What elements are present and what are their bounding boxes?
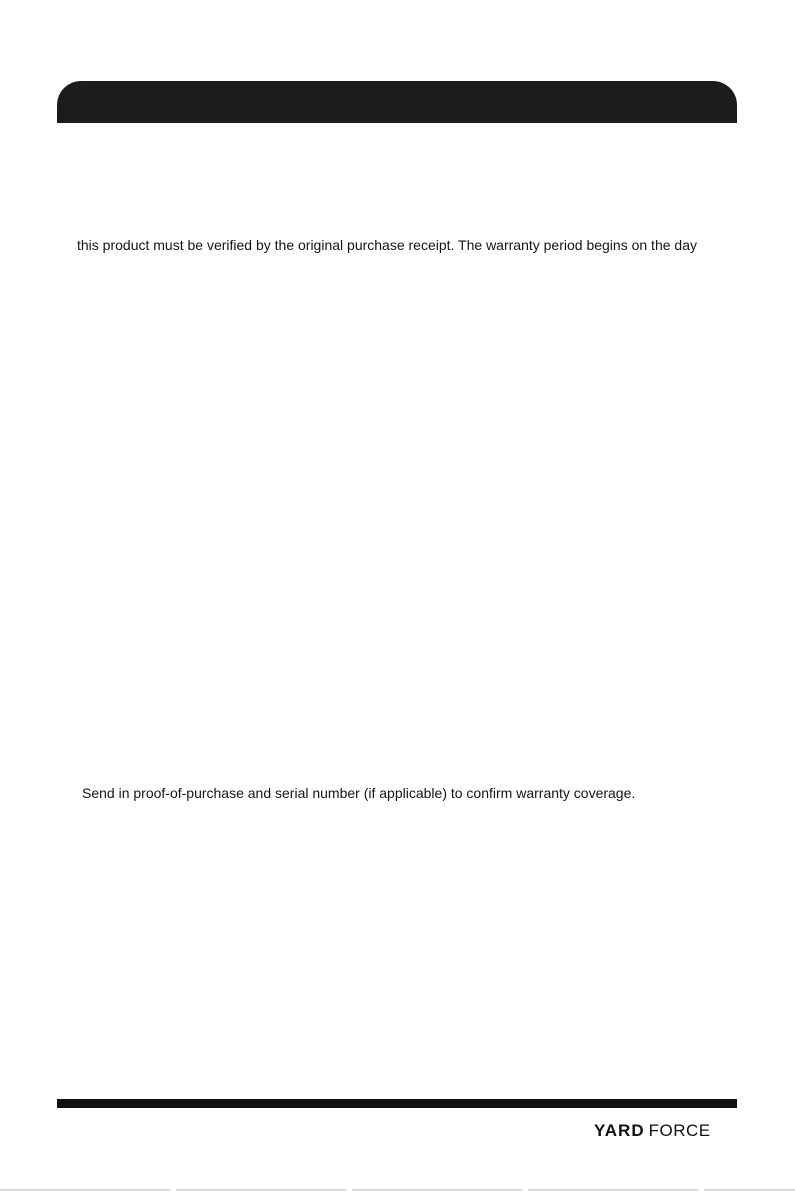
footer-rule (57, 1099, 737, 1108)
logo-word-yard: YARD (594, 1121, 645, 1140)
yard-force-logo (594, 1121, 736, 1141)
page-bottom-edge (0, 1189, 795, 1191)
warranty-text-line: this product must be verified by the original purchase receipt. The warranty period begins on the day (77, 237, 697, 253)
logo-word-force: FORCE (648, 1121, 711, 1140)
section-header-bar (57, 81, 737, 123)
proof-of-purchase-text-line: Send in proof-of-purchase and serial number (if applicable) to confirm warranty coverage. (82, 785, 636, 801)
